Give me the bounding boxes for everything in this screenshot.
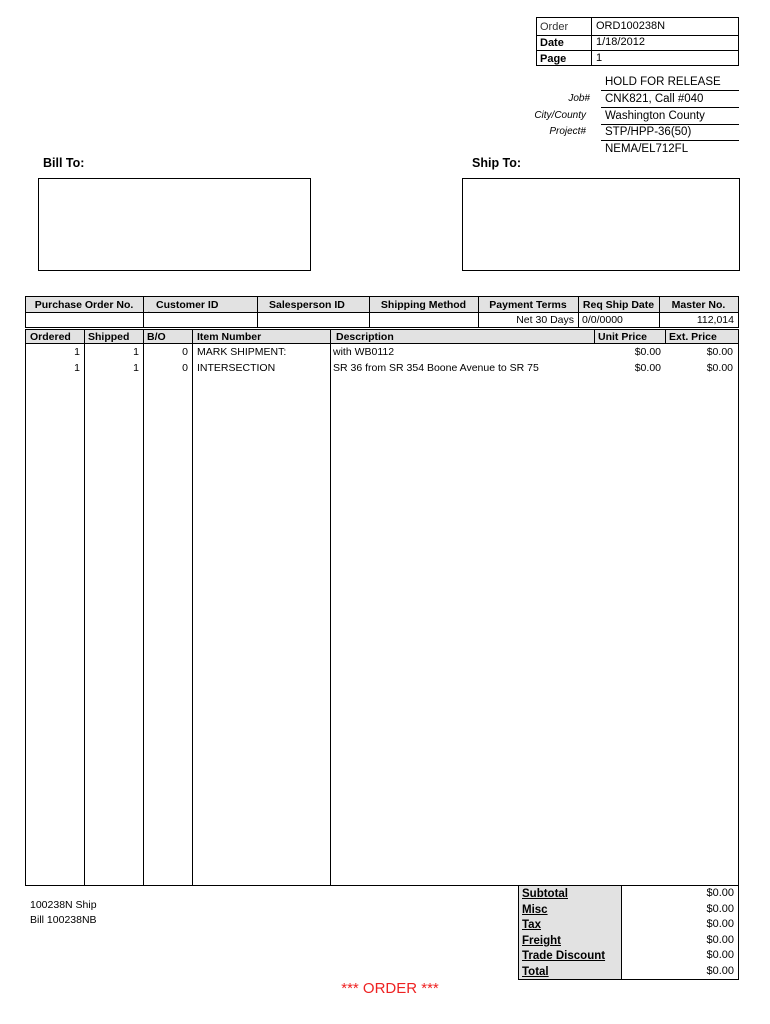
job-rule — [601, 107, 739, 108]
table-border — [25, 329, 26, 886]
subtotal-value: $0.00 — [706, 887, 734, 899]
row-item-number: INTERSECTION — [197, 362, 276, 374]
row-ext-price: $0.00 — [706, 362, 733, 374]
shipped-header: Shipped — [88, 331, 130, 343]
table-divider — [330, 329, 331, 886]
job-rule — [601, 124, 739, 125]
job-label: Job# — [568, 93, 590, 104]
req-ship-date-header: Req Ship Date — [582, 299, 655, 311]
table-divider — [257, 296, 258, 328]
table-divider — [143, 329, 144, 886]
table-divider — [143, 296, 144, 328]
shipping-method-header: Shipping Method — [380, 299, 467, 311]
bo-header: B/O — [147, 331, 166, 343]
row-bo: 0 — [182, 346, 188, 358]
misc-value: $0.00 — [706, 903, 734, 915]
row-ext-price: $0.00 — [706, 346, 733, 358]
subtotal-label: Subtotal — [522, 888, 568, 900]
row-description: SR 36 from SR 354 Boone Avenue to SR 75 — [333, 362, 539, 374]
tax-value: $0.00 — [706, 918, 734, 930]
ordered-header: Ordered — [30, 331, 71, 343]
row-description: with WB0112 — [333, 346, 395, 358]
master-no-value: 112,014 — [696, 314, 734, 326]
page-label: Page — [540, 53, 567, 65]
freight-value: $0.00 — [706, 934, 734, 946]
purchase-order-header: Purchase Order No. — [34, 299, 134, 311]
freight-label: Freight — [522, 935, 561, 947]
bill-to-label: Bill To: — [43, 156, 85, 170]
row-ordered: 1 — [74, 362, 80, 374]
table-border — [738, 329, 739, 886]
payment-terms-header: Payment Terms — [489, 299, 567, 311]
project-extra-value: NEMA/EL712FL — [605, 143, 689, 155]
unit-price-header: Unit Price — [598, 331, 648, 343]
row-unit-price: $0.00 — [634, 346, 661, 358]
row-bo: 0 — [182, 362, 188, 374]
city-county-label: City/County — [534, 110, 586, 121]
order-label: Order — [540, 21, 569, 33]
description-header: Description — [336, 331, 394, 343]
table-border — [738, 296, 739, 328]
note-line: Bill 100238NB — [30, 914, 97, 926]
row-shipped: 1 — [133, 346, 139, 358]
table-divider — [84, 329, 85, 886]
trade-discount-label: Trade Discount — [522, 950, 606, 962]
bill-to-address-box — [38, 178, 311, 271]
row-ordered: 1 — [74, 346, 80, 358]
order-date: 1/18/2012 — [596, 36, 645, 48]
order-info-bottom-rule — [25, 327, 739, 328]
page-number: 1 — [596, 52, 603, 64]
ship-to-address-box — [462, 178, 740, 271]
row-item-number: MARK SHIPMENT: — [197, 346, 287, 358]
order-number: ORD100238N — [596, 20, 666, 32]
project-label: Project# — [549, 126, 586, 137]
customer-id-value: ` — [148, 311, 151, 320]
order-info-divider — [591, 17, 592, 66]
hold-for-release: HOLD FOR RELEASE — [605, 76, 721, 88]
item-number-header: Item Number — [197, 331, 262, 343]
ship-to-label: Ship To: — [472, 156, 522, 170]
master-no-header: Master No. — [671, 299, 726, 311]
total-label: Total — [522, 966, 549, 978]
job-value: CNK821, Call #040 — [605, 93, 704, 105]
req-ship-date-value: 0/0/0000 — [582, 314, 623, 326]
table-divider — [192, 329, 193, 886]
job-rule — [601, 90, 739, 91]
city-county-value: Washington County — [605, 110, 705, 122]
table-divider — [665, 329, 666, 344]
ext-price-header: Ext. Price — [669, 331, 717, 343]
misc-label: Misc — [522, 904, 548, 916]
note-line: 100238N Ship — [30, 899, 97, 911]
row-shipped: 1 — [133, 362, 139, 374]
project-value: STP/HPP-36(50) — [605, 126, 692, 138]
total-value: $0.00 — [706, 965, 734, 977]
tax-label: Tax — [522, 919, 541, 931]
job-rule — [601, 140, 739, 141]
order-stamp: *** ORDER *** — [341, 980, 439, 997]
table-divider — [594, 329, 595, 344]
payment-terms-value: Net 30 Days — [516, 314, 574, 326]
salesperson-id-header: Salesperson ID — [269, 299, 345, 311]
order-info-rule — [536, 50, 739, 51]
trade-discount-value: $0.00 — [706, 949, 734, 961]
date-label: Date — [540, 37, 564, 49]
customer-id-header: Customer ID — [156, 299, 219, 311]
row-unit-price: $0.00 — [634, 362, 661, 374]
